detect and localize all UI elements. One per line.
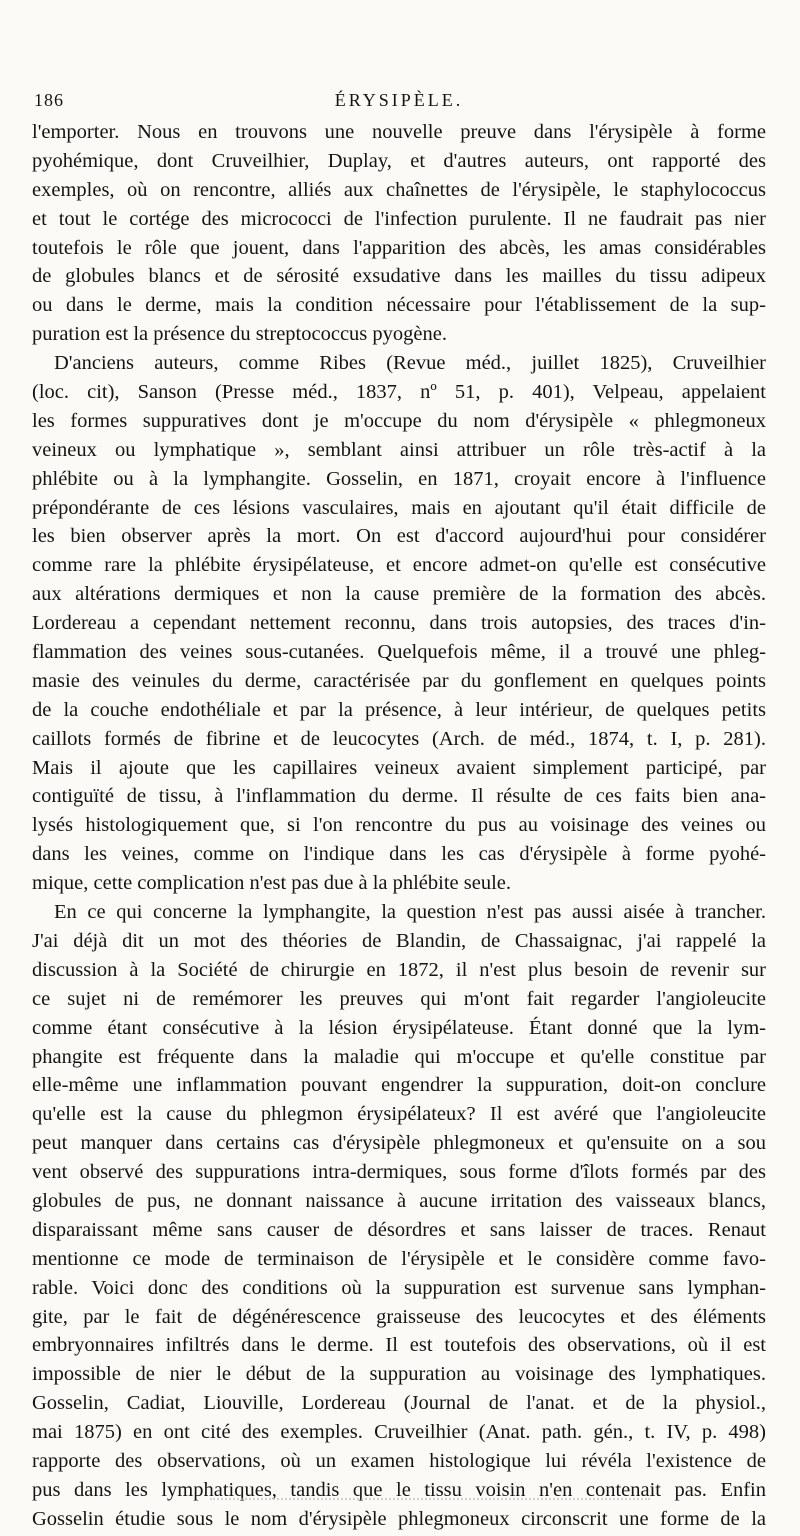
text-line: embryonnaires infiltrés dans le derme. Il est toutefois des observations, où il est	[32, 1334, 766, 1357]
text-line: les bien observer après la mort. On est d'accord aujourd'hui pour considérer	[32, 525, 766, 548]
text-line: Gosselin, Cadiat, Liouville, Lordereau (Journal de l'anat. et de la physiol.,	[32, 1392, 766, 1415]
text-line: gite, par le fait de dégénérescence graisseuse des leucocytes et des éléments	[32, 1305, 766, 1328]
text-line: les formes suppuratives dont je m'occupe du nom d'érysipèle « phlegmoneux	[32, 409, 766, 432]
text-line: comme rare la phlébite érysipélateuse, et encore admet-on qu'elle est consécutive	[32, 554, 766, 577]
text-line: phangite est fréquente dans la maladie qui m'occupe et qu'elle constitue par	[32, 1045, 766, 1068]
text-line: phlébite ou à la lymphangite. Gosselin, en 1871, croyait encore à l'influence	[32, 467, 766, 490]
text-line: mentionne ce mode de terminaison de l'érysipèle et le considère comme favo-	[32, 1247, 766, 1270]
text-line: lysés histologiquement que, si l'on rencontre du pus au voisinage des veines ou	[32, 814, 766, 837]
text-line: rable. Voici donc des conditions où la suppuration est survenue sans lymphan-	[32, 1276, 766, 1299]
text-line: elle-même une inflammation pouvant engendrer la suppuration, doit-on conclure	[32, 1074, 766, 1097]
text-line: de globules blancs et de sérosité exsudative dans les mailles du tissu adipeux	[32, 265, 766, 288]
text-line: discussion à la Société de chirurgie en 1872, il n'est plus besoin de revenir sur	[32, 958, 766, 981]
text-line: mique, cette complication n'est pas due à la phlébite seule.	[32, 872, 512, 895]
text-line: toutefois le rôle que jouent, dans l'apparition des abcès, les amas considérables	[32, 236, 766, 259]
running-title: ÉRYSIPÈLE.	[334, 90, 464, 110]
text-line: impossible de nier le début de la suppuration au voisinage des lymphatiques.	[32, 1363, 766, 1386]
text-line: l'emporter. Nous en trouvons une nouvelle preuve dans l'érysipèle à forme	[32, 121, 766, 143]
text-line: qu'elle est la cause du phlegmon érysipélateux? Il est avéré que l'angioleucite	[32, 1103, 766, 1126]
text-line: ce sujet ni de remémorer les preuves qui m'ont fait regarder l'angioleucite	[32, 987, 766, 1010]
text-line: ou dans le derme, mais la condition nécessaire pour l'établissement de la sup-	[32, 294, 766, 317]
text-line: exemples, où on rencontre, alliés aux chaînettes de l'érysipèle, le staphylococcus	[32, 178, 766, 201]
text-line: puration est la présence du streptococcus pyogène.	[32, 323, 447, 346]
text-line: pyohémique, dont Cruveilhier, Duplay, et d'autres auteurs, ont rapporté des	[32, 149, 766, 172]
text-line: Lordereau a cependant nettement reconnu, dans trois autopsies, des traces d'in-	[32, 612, 766, 635]
running-head	[32, 90, 766, 112]
text-line: veineux ou lymphatique », semblant ainsi attribuer un rôle très-actif à la	[32, 438, 766, 461]
text-line: mai 1875) en ont cité des exemples. Cruveilhier (Anat. path. gén., t. IV, p. 498)	[32, 1421, 766, 1444]
text-line: En ce qui concerne la lymphangite, la question n'est pas aussi aisée à trancher.	[54, 901, 766, 924]
text-line: J'ai déjà dit un mot des théories de Blandin, de Chassaignac, j'ai rappelé la	[32, 929, 766, 952]
page-number: 186	[34, 90, 64, 110]
text-line: dans les veines, comme on l'indique dans les cas d'érysipèle à forme pyohé-	[32, 843, 766, 866]
text-line: vent observé des suppurations intra-dermiques, sous forme d'îlots formés par des	[32, 1161, 766, 1184]
text-line: contiguïté de tissu, à l'inflammation du derme. Il résulte de ces faits bien ana-	[32, 785, 766, 808]
text-line: aux altérations dermiques et non la cause première de la formation des abcès.	[32, 583, 766, 606]
paragraph	[32, 898, 766, 1534]
text-line: disparaissant même sans causer de désordres et sans laisser de traces. Renaut	[32, 1218, 766, 1241]
page-edge-noise	[210, 1498, 650, 1500]
text-line: pus dans les lymphatiques, tandis que le tissu voisin n'en contenait pas. Enfin	[32, 1478, 766, 1501]
text-line: Gosselin étudie sous le nom d'érysipèle phlegmoneux circonscrit une forme de la	[32, 1507, 766, 1530]
text-line: rapporte des observations, où un examen histologique lui révéla l'existence de	[32, 1449, 766, 1472]
text-line: D'anciens auteurs, comme Ribes (Revue méd., juillet 1825), Cruveilhier	[54, 352, 766, 375]
text-line: prépondérante de ces lésions vasculaires, mais en ajoutant qu'il était difficile de	[32, 496, 766, 519]
text-line: et tout le cortége des micrococci de l'infection purulente. Il ne faudrait pas nier	[32, 207, 766, 230]
paragraph	[32, 349, 766, 898]
text-line: (loc. cit), Sanson (Presse méd., 1837, nº 51, p. 401), Velpeau, appelaient	[32, 381, 766, 404]
paragraph	[32, 118, 766, 349]
body-text	[32, 118, 766, 1534]
text-line: masie des veinules du derme, caractérisée par du gonflement en quelques points	[32, 669, 766, 692]
text-line: peut manquer dans certains cas d'érysipèle phlegmoneux et qu'ensuite on a sou	[32, 1132, 766, 1155]
text-line: caillots formés de fibrine et de leucocytes (Arch. de méd., 1874, t. I, p. 281).	[32, 727, 766, 750]
text-line: comme étant consécutive à la lésion érysipélateuse. Étant donné que la lym-	[32, 1016, 766, 1039]
text-line: globules de pus, ne donnant naissance à aucune irritation des vaisseaux blancs,	[32, 1189, 766, 1212]
text-line: de la couche endothéliale et par la présence, à leur intérieur, de quelques petits	[32, 698, 766, 721]
text-line: flammation des veines sous-cutanées. Quelquefois même, il a trouvé une phleg-	[32, 641, 766, 664]
text-line: Mais il ajoute que les capillaires veineux avaient simplement participé, par	[32, 756, 766, 779]
